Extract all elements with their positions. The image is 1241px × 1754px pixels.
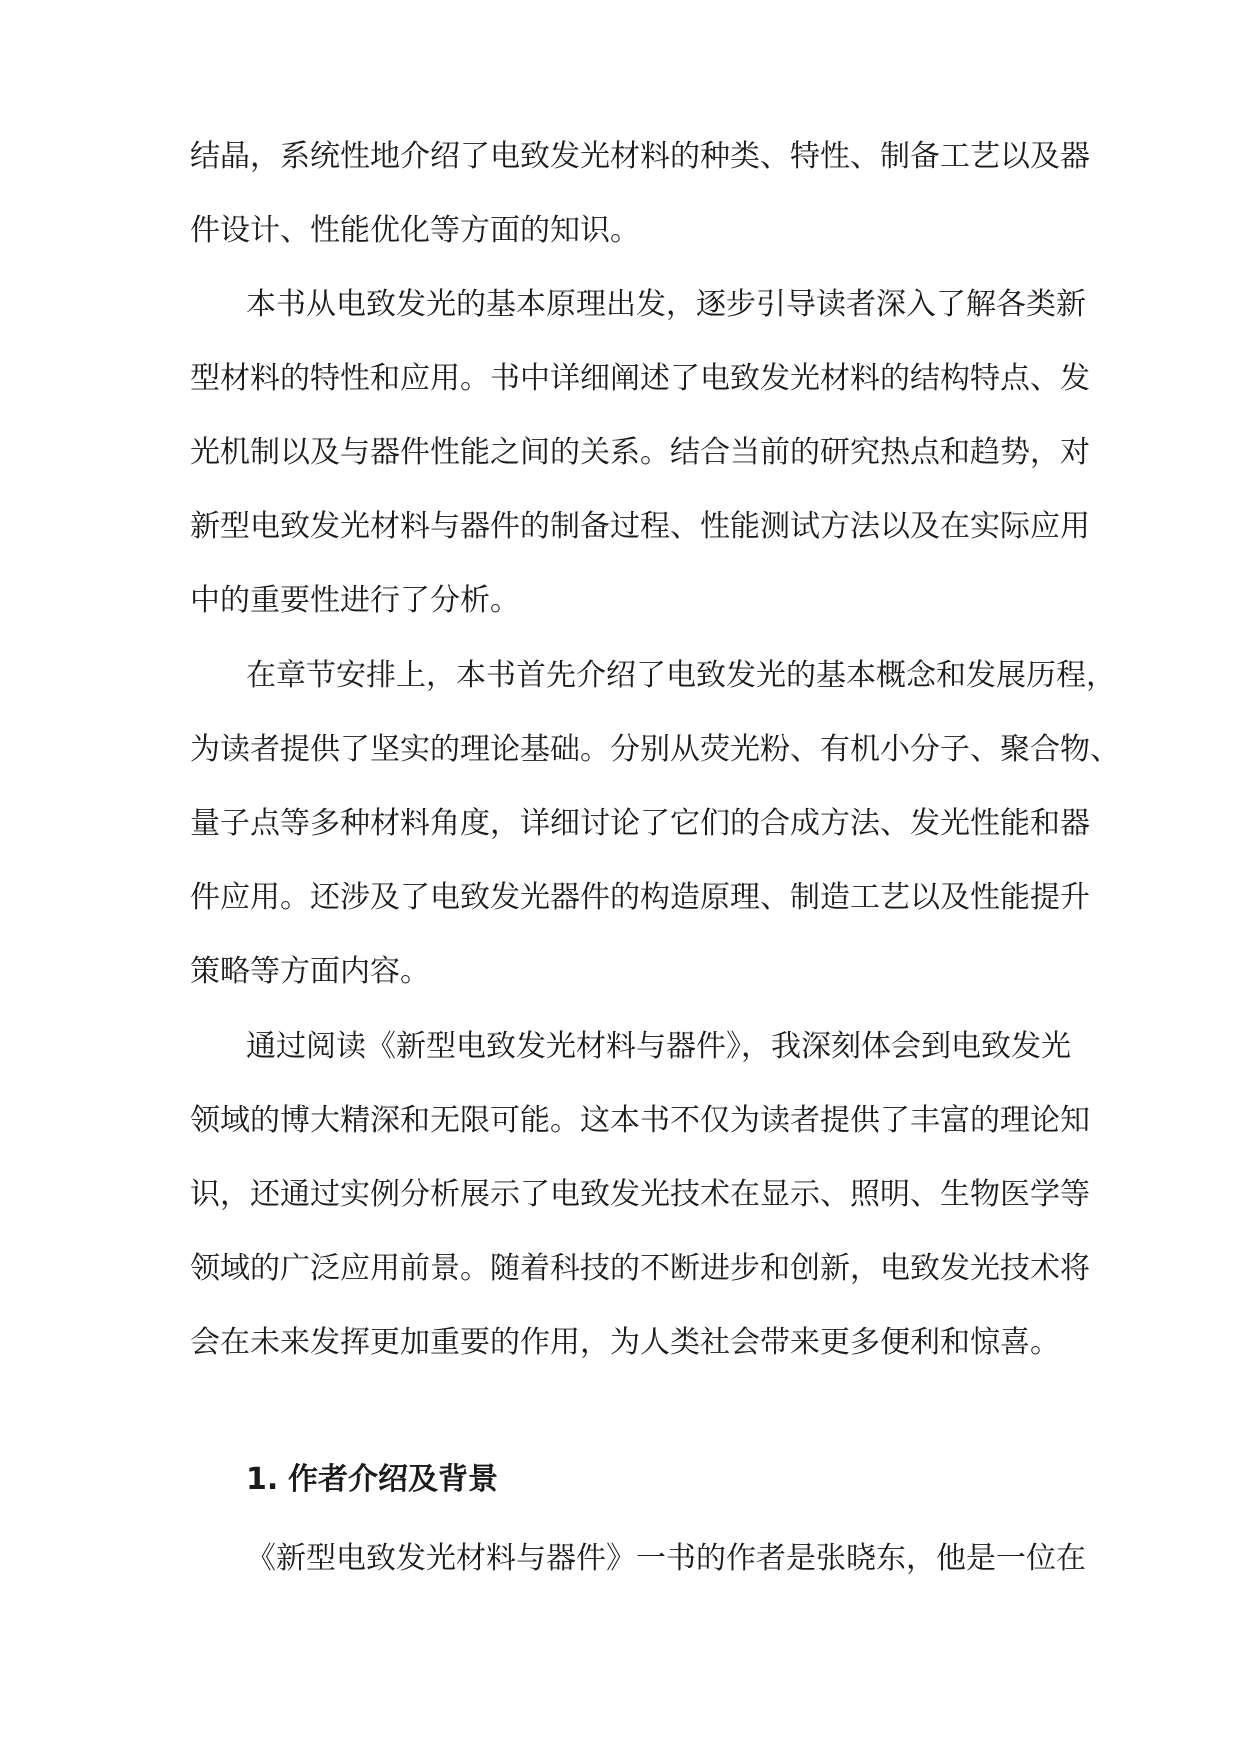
paragraph-3-line-4: 件应用。还涉及了电致发光器件的构造原理、制造工艺以及性能提升 [190, 880, 1090, 915]
closing-paragraph-line-1: 《新型电致发光材料与器件》一书的作者是张晓东，他是一位在 [246, 1541, 1086, 1576]
paragraph-3-line-3: 量子点等多种材料角度，详细讨论了它们的合成方法、发光性能和器 [190, 806, 1090, 841]
section-title: 作者介绍及背景 [288, 1462, 498, 1497]
paragraph-2-line-1: 本书从电致发光的基本原理出发，逐步引导读者深入了解各类新 [246, 287, 1086, 322]
paragraph-4-line-1: 通过阅读《新型电致发光材料与器件》，我深刻体会到电致发光 [246, 1029, 1071, 1064]
paragraph-4-line-4: 领域的广泛应用前景。随着科技的不断进步和创新，电致发光技术将 [190, 1251, 1090, 1286]
paragraph-1-line-2: 件设计、性能优化等方面的知识。 [190, 213, 640, 248]
section-number: 1. [246, 1462, 279, 1497]
paragraph-3-line-1: 在章节安排上，本书首先介绍了电致发光的基本概念和发展历程， [246, 658, 1116, 693]
paragraph-1-line-1: 结晶，系统性地介绍了电致发光材料的种类、特性、制备工艺以及器 [190, 139, 1090, 174]
paragraph-2-line-3: 光机制以及与器件性能之间的关系。结合当前的研究热点和趋势，对 [190, 435, 1090, 470]
paragraph-3-line-2: 为读者提供了坚实的理论基础。分别从荧光粉、有机小分子、聚合物、 [190, 732, 1120, 767]
section-heading [246, 1460, 1050, 1500]
paragraph-2-line-5: 中的重要性进行了分析。 [190, 583, 520, 618]
paragraph-4-line-3: 识，还通过实例分析展示了电致发光技术在显示、照明、生物医学等 [190, 1177, 1090, 1212]
paragraph-2-line-4: 新型电致发光材料与器件的制备过程、性能测试方法以及在实际应用 [190, 509, 1090, 544]
paragraph-4-line-5: 会在未来发挥更加重要的作用，为人类社会带来更多便利和惊喜。 [190, 1325, 1060, 1360]
paragraph-2-line-2: 型材料的特性和应用。书中详细阐述了电致发光材料的结构特点、发 [190, 361, 1090, 396]
paragraph-3-line-5: 策略等方面内容。 [190, 954, 430, 989]
paragraph-4-line-2: 领域的博大精深和无限可能。这本书不仅为读者提供了丰富的理论知 [190, 1103, 1090, 1138]
